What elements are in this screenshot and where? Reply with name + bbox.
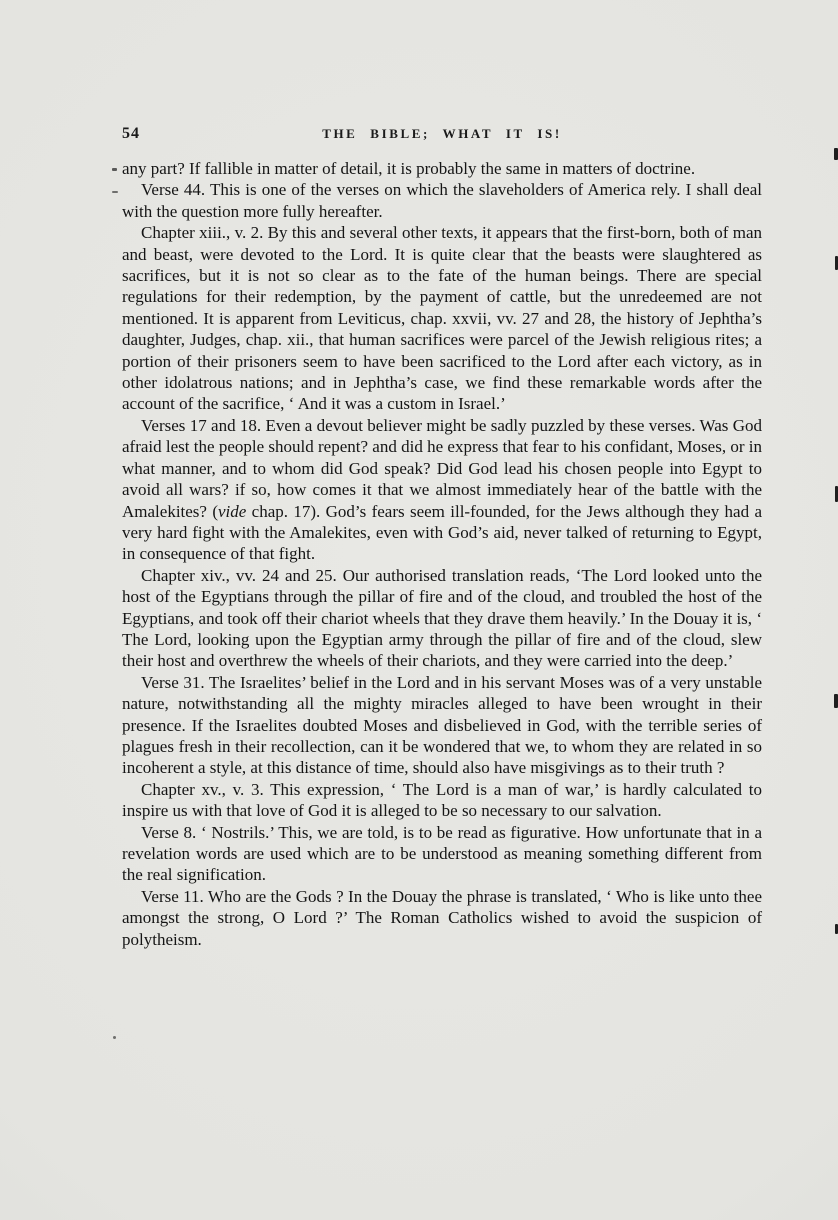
text-run: any part? If fallible in matter of detail, it is probably the same in matters of doctrine. bbox=[122, 159, 696, 178]
scan-artifact bbox=[112, 191, 118, 193]
paragraph bbox=[122, 779, 762, 822]
paragraph bbox=[122, 158, 762, 179]
running-title: THE BIBLE; WHAT IT IS! bbox=[322, 126, 562, 141]
text-run: chap. 17). God’s fears seem ill-founded, for the Jews although they had a very hard fight with the Amalekites, even with God’s aid, never talked of returning to Egypt, in consequence of that fight. bbox=[122, 501, 762, 564]
paragraph bbox=[122, 822, 762, 886]
text-run: Chapter xiii., v. 2. By this and several other texts, it appears that the first-born, both of man and beast, were devoted to the Lord. It is quite clear that the beasts were slaughtered as sacrifices, but it is not so clear as to the fate of the human beings. There are special regulations for their redemption, by the payment of cattle, but the unredeemed are not mentioned. It is apparent from Leviticus, chap. xxvii, vv. 27 and 28, the history of Jephtha’s daughter, Judges, chap. xii., that human sacrifices were parcel of the Jewish religious rites; a portion of their prisoners seem to have been sacrificed to the Lord after each victory, as in other idolatrous nations; and in Jephtha’s case, we find these remarkable words after the account of the sacrifice, ‘ And it was a custom in Israel.’ bbox=[122, 223, 762, 414]
paragraph bbox=[122, 672, 762, 779]
text-run: Verse 31. The Israelites’ belief in the Lord and in his servant Moses was of a very unstable nature, notwithstanding all the mighty miracles alleged to have been wrought in their presence. If the Israelites doubted Moses and disbelieved in God, with the terrible series of plagues fresh in their recollection, can it be wondered that we, to whom they are related in so incoherent a style, at this distance of time, should also have misgivings as to their truth ? bbox=[122, 672, 762, 778]
scan-artifact bbox=[834, 148, 838, 160]
scan-artifact bbox=[834, 694, 838, 708]
text-run: Verse 44. This is one of the verses on which the slaveholders of America rely. I shall deal with the question more fully hereafter. bbox=[122, 180, 762, 221]
text-run: Verse 8. ‘ Nostrils.’ This, we are told, is to be read as figurative. How unfortunate that in a revelation words are used which are to be understood as meaning something different from the real signification. bbox=[122, 822, 762, 885]
page-header bbox=[122, 124, 762, 144]
italic-text-run: vide bbox=[217, 501, 247, 521]
text-run: Verses 17 and 18. Even a devout believer might be sadly puzzled by these verses. Was God afraid lest the people should repent? and did he express that fear to his confidant, Moses, or in what manner, and to whom did God speak? Did God lead his chosen people into Egypt to avoid all wars? if so, how comes it that we almost immediately hear of the battle with the Amalekites? ( bbox=[122, 415, 762, 521]
text-run: Chapter xv., v. 3. This expression, ‘ The Lord is a man of war,’ is hardly calculated to inspire us with that love of God it is alleged to be so necessary to our salvation. bbox=[122, 779, 762, 821]
scan-artifact bbox=[112, 168, 117, 171]
text-run: Chapter xiv., vv. 24 and 25. Our authorised translation reads, ‘The Lord looked unto the host of the Egyptians through the pillar of fire and of the cloud, and troubled the host of the Egyptians, and took off their chariot wheels that they drave them heavily.’ In the Douay it is, ‘ The Lord, looking upon the Egyptian army through the pillar of fire and of the cloud, slew their host and overthrew the wheels of their chariots, and they were carried into the deep.’ bbox=[122, 565, 762, 671]
paragraph bbox=[122, 886, 762, 950]
paragraph bbox=[122, 222, 762, 415]
scan-artifact bbox=[113, 1036, 116, 1039]
text-block bbox=[122, 158, 762, 950]
paragraph bbox=[122, 415, 762, 565]
paragraph bbox=[122, 565, 762, 672]
text-run: Verse 11. Who are the Gods ? In the Douay the phrase is translated, ‘ Who is like unto thee amongst the strong, O Lord ?’ The Roman Catholics wished to avoid the suspicion of polytheism. bbox=[122, 886, 762, 949]
paragraph bbox=[122, 179, 762, 222]
page-number: 54 bbox=[122, 125, 140, 142]
